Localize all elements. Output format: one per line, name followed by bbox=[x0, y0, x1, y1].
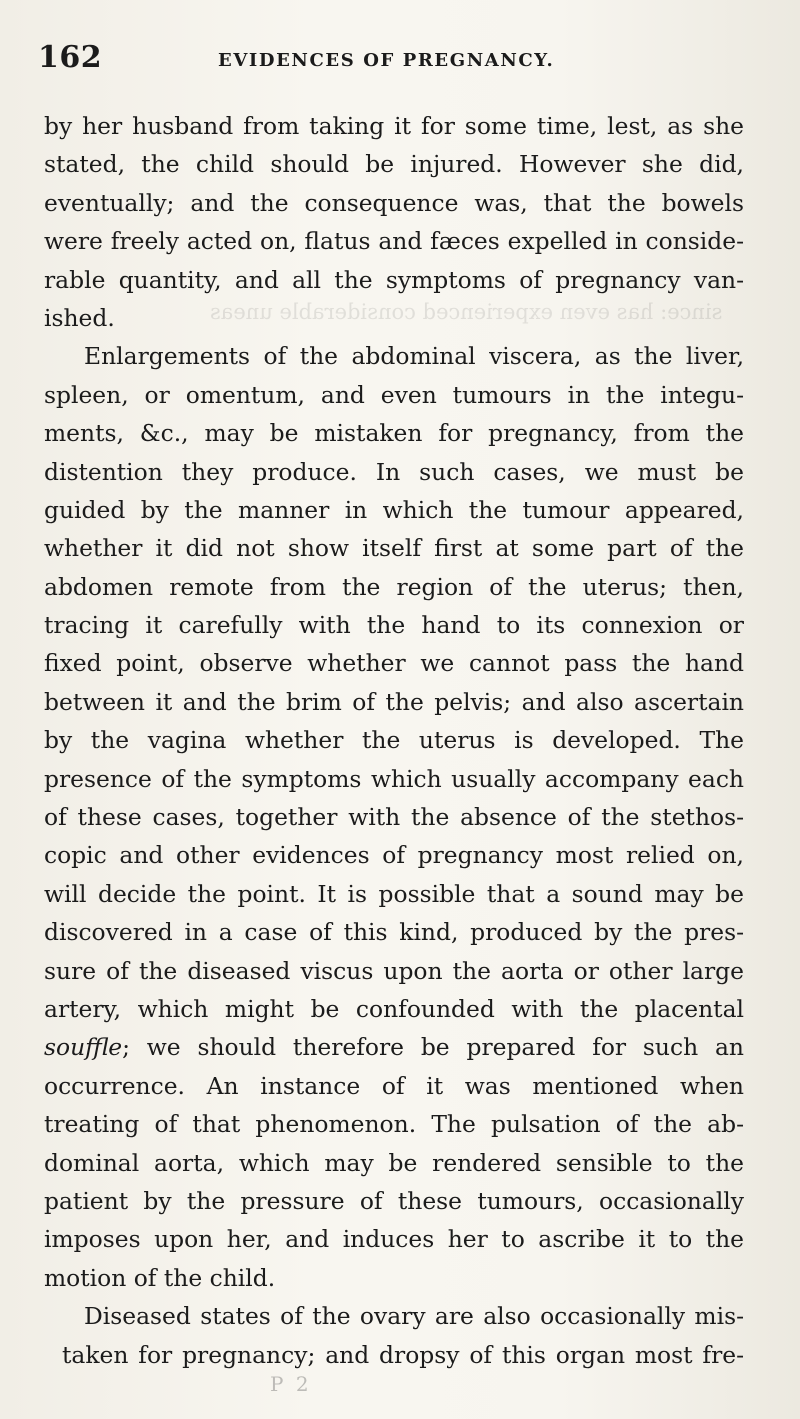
text-line: patient by the pressure of these tumours, occasionally bbox=[44, 1186, 744, 1215]
text-line: motion of the child. bbox=[44, 1263, 276, 1292]
text-line: tracing it carefully with the hand to its connexion or bbox=[44, 611, 744, 640]
text-line-with-italic bbox=[44, 1028, 744, 1066]
text-line: by her husband from taking it for some time, lest, as she bbox=[44, 112, 744, 140]
text-line-rest: ; we should therefore be prepared for such an bbox=[122, 1033, 744, 1062]
text-line: distention they produce. In such cases, we must be bbox=[44, 457, 744, 486]
text-line: artery, which might be confounded with the placental bbox=[44, 994, 744, 1023]
text-line: by the vagina whether the uterus is developed. The bbox=[44, 726, 744, 755]
text-line: presence of the symptoms which usually accompany each bbox=[44, 764, 744, 793]
text-line: will decide the point. It is possible that a sound may be bbox=[44, 879, 744, 908]
text-line: ments, &c., may be mistaken for pregnancy, from the bbox=[44, 419, 744, 448]
text-line: guided by the manner in which the tumour appeared, bbox=[44, 495, 744, 524]
text-line: copic and other evidences of pregnancy most relied on, bbox=[44, 841, 744, 870]
text-line: of these cases, together with the absence of the stethos- bbox=[44, 803, 744, 832]
text-line: fixed point, observe whether we cannot pass the hand bbox=[44, 649, 744, 678]
text-line: treating of that phenomenon. The pulsation of the ab- bbox=[44, 1110, 744, 1139]
body-text bbox=[44, 107, 744, 1374]
text-line: ished. bbox=[44, 303, 115, 332]
text-line: Diseased states of the ovary are also occasionally mis- bbox=[84, 1302, 744, 1331]
text-line: were freely acted on, flatus and fæces expelled in conside- bbox=[44, 227, 744, 256]
text-line: dominal aorta, which may be rendered sensible to the bbox=[44, 1148, 744, 1177]
text-line: stated, the child should be injured. However she did, bbox=[44, 150, 744, 179]
text-line: occurrence. An instance of it was mentioned when bbox=[44, 1071, 744, 1100]
page-header bbox=[38, 40, 744, 80]
text-line: rable quantity, and all the symptoms of pregnancy van- bbox=[44, 265, 744, 294]
text-line: taken for pregnancy; and dropsy of this organ most fre- bbox=[62, 1340, 744, 1369]
italic-word: souffle bbox=[44, 1033, 123, 1062]
text-line: whether it did not show itself first at some part of the bbox=[44, 534, 744, 563]
text-line: between it and the brim of the pelvis; and also ascertain bbox=[44, 687, 744, 716]
text-line: eventually; and the consequence was, that the bowels bbox=[44, 188, 744, 217]
text-line: abdomen remote from the region of the uterus; then, bbox=[44, 572, 744, 601]
text-line: imposes upon her, and induces her to ascribe it to the bbox=[44, 1225, 744, 1254]
running-head: EVIDENCES OF PREGNANCY. bbox=[218, 50, 555, 71]
page-number: 162 bbox=[38, 40, 103, 75]
text-line: discovered in a case of this kind, produced by the pres- bbox=[44, 918, 744, 947]
text-line: spleen, or omentum, and even tumours in the integu- bbox=[44, 380, 744, 409]
show-through-text: since: has even experienced considerable uneas bbox=[210, 300, 723, 324]
text-line: Enlargements of the abdominal viscera, as the liver, bbox=[84, 342, 744, 371]
signature-mark: P 2 bbox=[270, 1372, 312, 1396]
text-line: sure of the diseased viscus upon the aorta or other large bbox=[44, 956, 744, 985]
